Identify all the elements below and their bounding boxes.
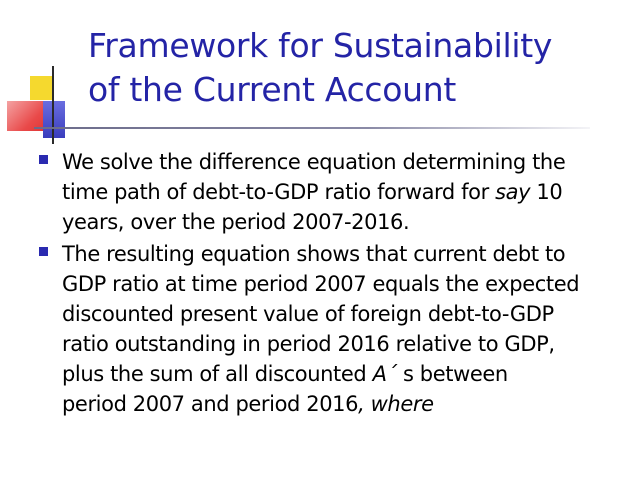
slide-title-line-1: Framework for Sustainability (88, 26, 553, 65)
bullet-line: ratio outstanding in period 2016 relative to GDP, (62, 332, 555, 356)
italic-text-run: , where (358, 392, 434, 416)
slide-title-line-2: of the Current Account (88, 70, 457, 109)
slide-title (88, 24, 628, 112)
title-underline (34, 127, 590, 129)
bullet-item (34, 239, 624, 419)
bullet-line: The resulting equation shows that current debt to (62, 242, 566, 266)
text-run: 10 (530, 180, 563, 204)
italic-text-run: A´ (372, 362, 397, 386)
decor-yellow-square (30, 76, 52, 100)
text-run: time path of debt-to-GDP ratio forward for (62, 180, 496, 204)
decor-blue-square (43, 101, 65, 138)
square-bullet-icon (39, 247, 48, 256)
bullet-line: discounted present value of foreign debt-to-GDP (62, 302, 554, 326)
text-run: s between (396, 362, 508, 386)
bullet-line (62, 177, 624, 207)
decor-vertical-line (52, 66, 54, 144)
text-run: period 2007 and period 2016 (62, 392, 359, 416)
bullet-item (34, 147, 624, 237)
italic-text-run: say (495, 180, 531, 204)
square-bullet-icon (39, 155, 48, 164)
bullet-line: GDP ratio at time period 2007 equals the expected (62, 272, 580, 296)
bullet-line: years, over the period 2007-2016. (62, 210, 410, 234)
text-run: plus the sum of all discounted (62, 362, 373, 386)
bullet-list (34, 147, 624, 421)
bullet-line (62, 359, 624, 389)
bullet-line (62, 389, 624, 419)
bullet-line: We solve the difference equation determining the (62, 150, 566, 174)
